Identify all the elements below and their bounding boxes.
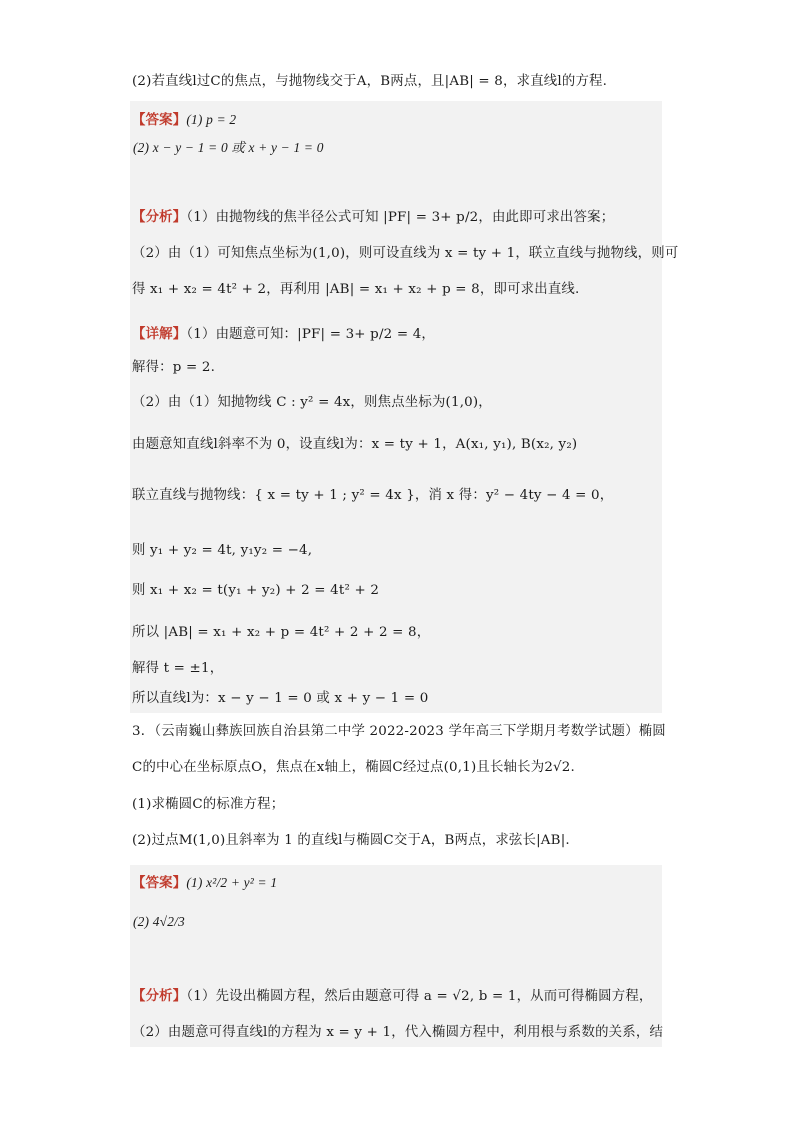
question-3-part-1: (1)求椭圆C的标准方程； (132, 797, 285, 812)
analysis-2-text-2: （2）由题意可得直线l的方程为 x = y + 1，代入椭圆方程中，利用根与系数的关系，结 (132, 1025, 664, 1040)
analysis-2-row-1 (132, 986, 653, 1007)
detail-text-2: 解得：p = 2. (132, 360, 216, 375)
detail-label: 【详解】 (132, 326, 187, 342)
detail-row-1 (132, 324, 435, 345)
answer-label: 【答案】 (132, 112, 187, 128)
detail-text-1: （1）由题意可知：|PF| = 3+ p/2 = 4， (186, 327, 436, 342)
question-3-title: 3．（云南巍山彝族回族自治县第二中学 2022-2023 学年高三下学期月考数学试题）椭圆 (132, 724, 666, 739)
detail-text-10: 所以直线l为：x − y − 1 = 0 或 x + y − 1 = 0 (132, 691, 429, 706)
detail-text-4: 由题意知直线l斜率不为 0，设直线l为：x = ty + 1，A(x₁, y₁), B(x₂, y₂) (132, 437, 578, 452)
answer-2-label: 【答案】 (132, 875, 187, 891)
analysis-1-text-3: 得 x₁ + x₂ = 4t² + 2，再利用 |AB| = x₁ + x₂ + p = 8，即可求出直线. (132, 282, 580, 297)
answer-2-part-1: (1) x²/2 + y² = 1 (186, 875, 278, 890)
answer-1-row-1 (132, 110, 236, 131)
question-2-part-2: (2)若直线l过C的焦点，与抛物线交于A，B两点，且|AB| = 8，求直线l的方程. (132, 74, 608, 89)
analysis-1-text-1: （1）由抛物线的焦半径公式可知 |PF| = 3+ p/2，由此即可求出答案； (186, 210, 615, 225)
answer-1-part-2: (2) x − y − 1 = 0 或 x + y − 1 = 0 (133, 140, 324, 155)
analysis-label: 【分析】 (132, 209, 187, 225)
detail-text-9: 解得 t = ±1， (132, 661, 224, 676)
analysis-2-label: 【分析】 (132, 988, 187, 1004)
detail-text-7: 则 x₁ + x₂ = t(y₁ + y₂) + 2 = 4t² + 2 (132, 583, 380, 598)
answer-1-part-1: (1) p = 2 (186, 112, 237, 127)
detail-text-8: 所以 |AB| = x₁ + x₂ + p = 4t² + 2 + 2 = 8， (132, 625, 431, 640)
detail-text-3: （2）由（1）知抛物线 C : y² = 4x，则焦点坐标为(1,0)， (132, 395, 492, 410)
analysis-1-row-1 (132, 207, 614, 228)
detail-text-6: 则 y₁ + y₂ = 4t, y₁y₂ = −4, (132, 543, 313, 558)
detail-text-5: 联立直线与抛物线：{ x = ty + 1 ; y² = 4x }，消 x 得：y² − 4ty − 4 = 0， (132, 488, 614, 503)
question-3-condition: C的中心在坐标原点O，焦点在x轴上，椭圆C经过点(0,1)且长轴长为2√2. (132, 760, 575, 775)
question-3-part-2: (2)过点M(1,0)且斜率为 1 的直线l与椭圆C交于A，B两点，求弦长|AB|. (132, 833, 570, 848)
answer-2-row-1 (132, 873, 277, 894)
analysis-2-text-1: （1）先设出椭圆方程，然后由题意可得 a = √2, b = 1，从而可得椭圆方程， (186, 989, 653, 1004)
analysis-1-text-2: （2）由（1）可知焦点坐标为(1,0)，则可设直线为 x = ty + 1，联立直线与抛物线，则可 (132, 246, 679, 261)
answer-2-part-2: (2) 4√2/3 (133, 914, 185, 929)
